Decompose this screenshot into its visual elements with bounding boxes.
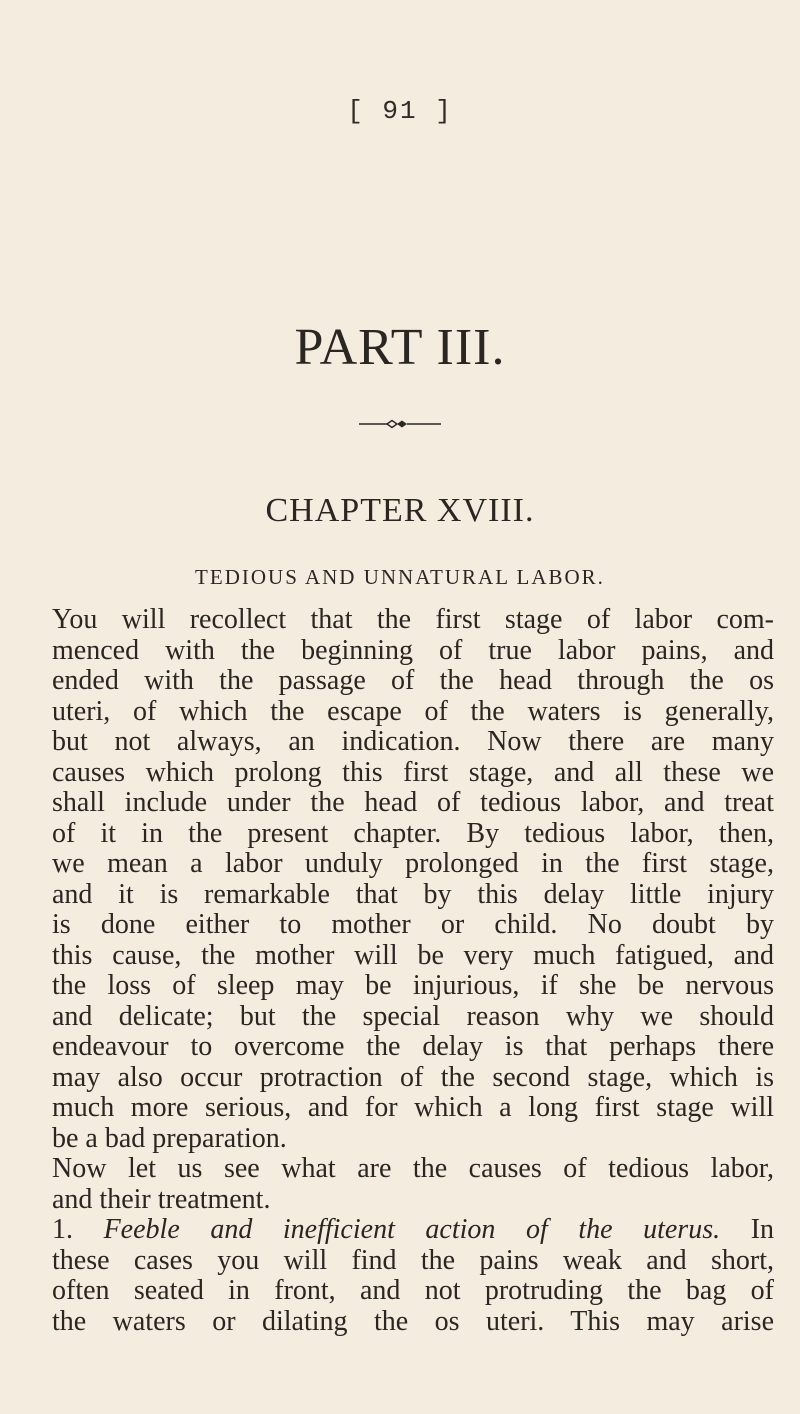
body-line: is done either to mother or child. No doubt by	[52, 909, 774, 940]
body-line: may also occur protraction of the second stage, which is	[52, 1061, 774, 1093]
body-line: Now let us see what are the causes of tedious labor,	[52, 1153, 774, 1184]
body-line: uteri, of which the escape of the waters is generally,	[52, 695, 774, 727]
body-line: shall include under the head of tedious labor, and treat	[52, 787, 774, 818]
page-number: [ 91 ]	[347, 96, 453, 126]
body-line: we mean a labor unduly prolonged in the first stage,	[52, 848, 774, 879]
chapter-heading: CHAPTER XVIII.	[265, 492, 535, 529]
body-line: the waters or dilating the os uteri. This may arise	[52, 1305, 774, 1337]
part-title: PART III.	[294, 319, 506, 376]
body-line: and it is remarkable that by this delay little injury	[52, 878, 774, 910]
body-line: the loss of sleep may be injurious, if she be nervous	[52, 970, 774, 1001]
body-line: often seated in front, and not protruding the bag of	[52, 1275, 774, 1306]
body-text	[52, 605, 774, 1337]
body-line: causes which prolong this first stage, and all these we	[52, 756, 774, 788]
chapter-subtitle: TEDIOUS AND UNNATURAL LABOR.	[195, 565, 605, 589]
body-line: ended with the passage of the head through the os	[52, 665, 774, 696]
item-1-first-line	[52, 1215, 774, 1246]
item-1-number: 1.	[52, 1214, 73, 1245]
item-1-heading: Feeble and inefficient action of the uterus.	[103, 1214, 721, 1245]
divider-ornament-icon	[359, 418, 441, 430]
body-line: these cases you will find the pains weak and short,	[52, 1244, 774, 1276]
body-line: You will recollect that the first stage of labor com-	[52, 604, 774, 635]
body-line: of it in the present chapter. By tedious labor, then,	[52, 817, 774, 849]
item-1-first-line-rest: In	[750, 1214, 775, 1245]
body-line: and their treatment.	[52, 1183, 271, 1215]
body-line: and delicate; but the special reason why we should	[52, 1000, 774, 1032]
body-line: this cause, the mother will be very much fatigued, and	[52, 939, 774, 971]
body-line: much more serious, and for which a long first stage will	[52, 1092, 774, 1123]
body-line: endeavour to overcome the delay is that perhaps there	[52, 1031, 774, 1062]
body-line: be a bad preparation.	[52, 1122, 287, 1154]
body-line: menced with the beginning of true labor pains, and	[52, 634, 774, 666]
body-line: but not always, an indication. Now there are many	[52, 726, 774, 757]
